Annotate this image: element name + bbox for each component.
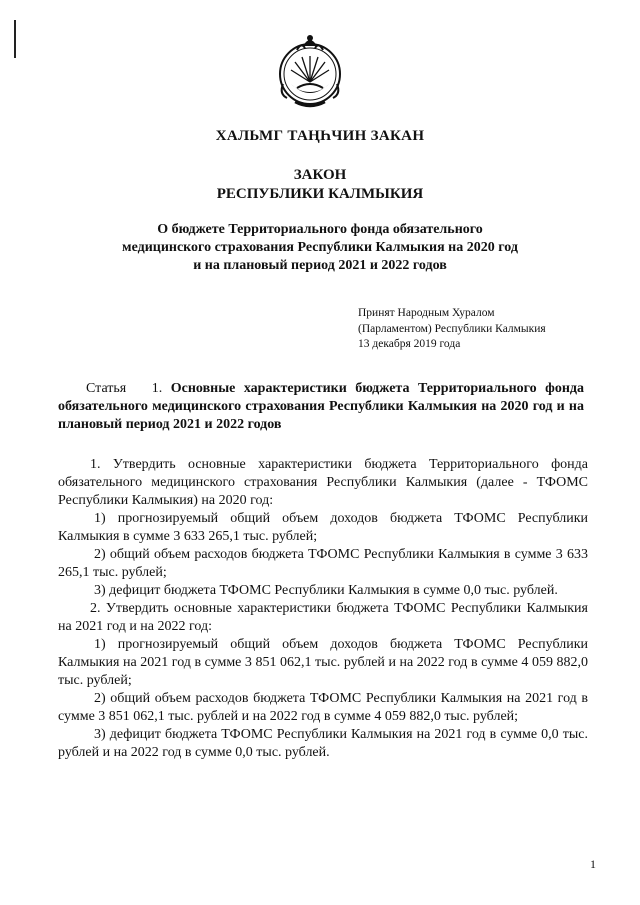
paragraph-1-item-1: 1) прогнозируемый общий объем доходов бюджета ТФОМС Республики Калмыкия в сумме 3 633 265,1 тыс. рублей; [58,511,588,544]
adoption-line2: (Парламентом) Республики Калмыкия [358,322,546,335]
kalmyk-title: ХАЛЬМГ ТАҢҺЧИН ЗАКАН [215,128,425,144]
page-number: 1 [590,857,596,871]
paragraph-2: 2. Утвердить основные характеристики бюджета ТФОМС Республики Калмыкия на 2021 год и на 2022 год: [58,601,588,634]
article-body [58,456,588,762]
law-heading [0,166,640,204]
adoption-note [358,306,546,353]
law-heading-line1: ЗАКОН [293,167,347,183]
paragraph-1: 1. Утвердить основные характеристики бюджета Территориального фонда обязательного медицинского страхования Республики Калмыкия (далее - ТФОМС Республики Калмыкия) на 2020 год: [58,457,588,508]
paragraph-2-item-1: 1) прогнозируемый общий объем доходов бюджета ТФОМС Республики Калмыкия на 2021 год в сумме 3 851 062,1 тыс. рублей и на 2022 год в сумме 4 059 882,0 тыс. рублей; [58,637,588,688]
law-title-line3: и на плановый период 2021 и 2022 годов [193,258,447,273]
kalmykia-coat-of-arms-icon [277,32,343,110]
adoption-date: 13 декабря 2019 года [358,338,461,350]
margin-mark [14,20,16,58]
paragraph-2-item-3: 3) дефицит бюджета ТФОМС Республики Калмыкия на 2021 год в сумме 0,0 тыс. рублей и на 2022 год в сумме 0,0 тыс. рублей. [58,727,588,760]
paragraph-1-item-3: 3) дефицит бюджета ТФОМС Республики Калмыкия в сумме 0,0 тыс. рублей. [94,583,558,598]
article-label: Статья 1. [86,381,171,396]
adoption-line1: Принят Народным Хуралом [358,307,495,319]
law-heading-line2: РЕСПУБЛИКИ КАЛМЫКИЯ [216,186,424,202]
law-title-line1: О бюджете Территориального фонда обязательного [157,222,483,237]
paragraph-1-item-2: 2) общий объем расходов бюджета ТФОМС Республики Калмыкия в сумме 3 633 265,1 тыс. рублей; [58,547,588,580]
paragraph-2-item-2: 2) общий объем расходов бюджета ТФОМС Республики Калмыкия на 2021 год в сумме 3 851 062,1 тыс. рублей и на 2022 год в сумме 4 059 882,0 тыс. рублей; [58,691,588,724]
article-heading [58,380,584,434]
article-title: Основные характеристики бюджета Территориального фонда обязательного медицинского страхования Республики Калмыкия на 2020 год и на плановый период 2021 и 2022 годов [58,381,584,432]
law-title-line2: медицинского страхования Республики Калмыкия на 2020 год [122,240,518,255]
law-title [30,221,610,275]
